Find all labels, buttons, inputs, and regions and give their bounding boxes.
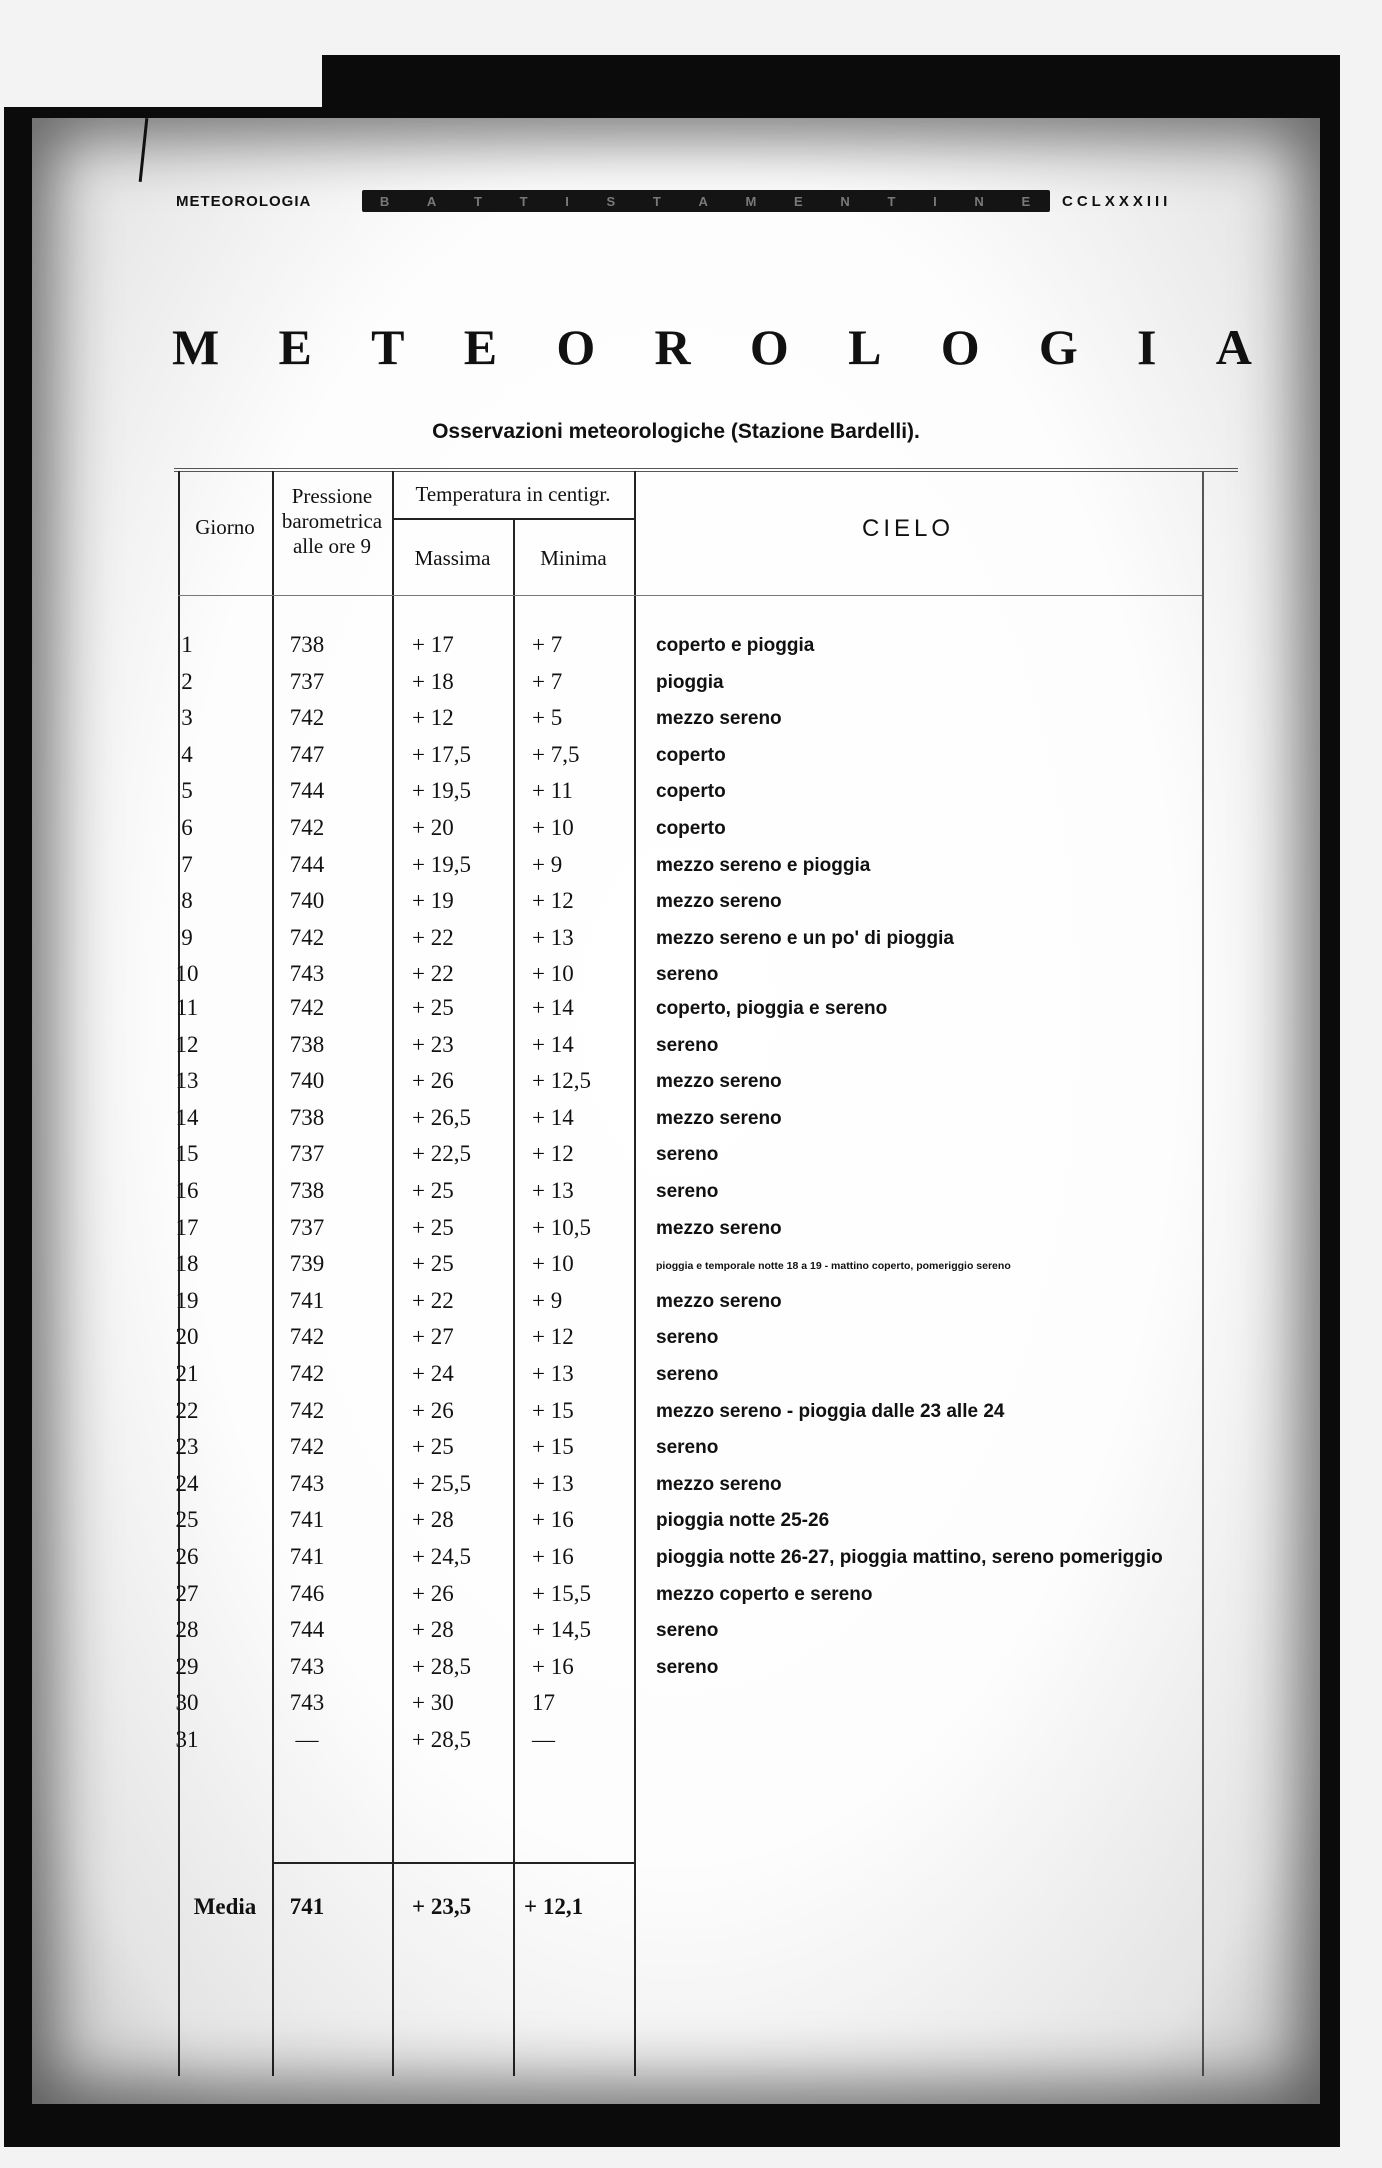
giorno-cell: 5 xyxy=(181,778,193,804)
massima-cell: + 22,5 xyxy=(412,1141,471,1167)
giorno-cell: 4 xyxy=(181,741,193,767)
massima-cell: + 25 xyxy=(412,1178,454,1203)
massima-cell: + 26 xyxy=(412,1397,454,1423)
giorno-cell: 28 xyxy=(175,1617,199,1643)
header-band-letter: M xyxy=(745,193,759,209)
massima-cell: + 27 xyxy=(412,1324,454,1350)
minima-cell: + 15 xyxy=(532,1397,574,1423)
minima-cell: + 11 xyxy=(532,778,573,804)
massima-cell: + 19,5 xyxy=(412,778,471,804)
cielo-cell: pioggia notte 26-27, pioggia mattino, sereno pomeriggio xyxy=(656,1547,1163,1568)
cielo-cell: mezzo coperto e sereno xyxy=(656,1583,873,1605)
massima-cell: + 17 xyxy=(412,632,454,657)
cielo-cell: sereno xyxy=(656,1181,719,1202)
cielo-cell: coperto xyxy=(656,744,726,766)
giorno-cell: 11 xyxy=(175,995,199,1020)
cielo-cell: mezzo sereno xyxy=(656,891,782,913)
media-massima: + 23,5 xyxy=(412,1894,472,1919)
pressione-cell: 738 xyxy=(289,632,325,657)
header-minima: Minima xyxy=(540,546,607,570)
giorno-cell: 10 xyxy=(175,961,199,987)
giorno-cell: 29 xyxy=(175,1653,199,1679)
giorno-cell: 9 xyxy=(181,924,193,950)
table-caption: Osservazioni meteorologiche (Stazione Bardelli). xyxy=(432,420,920,443)
pressione-cell: 746 xyxy=(289,1580,325,1606)
title-letter: T xyxy=(371,319,405,375)
header-pressione-line-3: alle ore 9 xyxy=(292,533,372,558)
header-band-letter: I xyxy=(565,193,571,209)
giorno-cell: 22 xyxy=(175,1397,199,1423)
pressione-cell: 738 xyxy=(289,1104,325,1130)
cielo-cell: sereno xyxy=(656,1656,719,1678)
scan-margin xyxy=(4,55,322,107)
pressione-cell: 742 xyxy=(289,924,325,950)
massima-cell: + 26 xyxy=(412,1068,454,1094)
title-letter: L xyxy=(848,319,882,375)
header-band-letter: S xyxy=(606,193,618,209)
pressione-cell: 747 xyxy=(289,741,325,767)
minima-cell: + 15,5 xyxy=(532,1580,591,1606)
giorno-cell: 21 xyxy=(175,1361,199,1386)
header-pressione-line-2: barometrica xyxy=(281,508,383,533)
massima-cell: + 19 xyxy=(412,888,454,914)
giorno-cell: 20 xyxy=(175,1324,199,1350)
title-letter: O xyxy=(940,319,980,375)
cielo-cell: mezzo sereno xyxy=(656,1217,782,1239)
massima-cell: + 26 xyxy=(412,1580,454,1606)
minima-cell: + 14 xyxy=(532,995,574,1020)
minima-cell: + 12 xyxy=(532,1141,574,1167)
header-band-letter: B xyxy=(379,193,392,209)
cielo-cell: sereno xyxy=(656,964,719,986)
pressione-cell: 738 xyxy=(289,1031,325,1057)
massima-cell: + 22 xyxy=(412,924,454,950)
cielo-cell: mezzo sereno e un po' di pioggia xyxy=(656,927,954,949)
pressione-cell: 739 xyxy=(289,1251,325,1277)
media-pressione: 741 xyxy=(289,1894,325,1919)
header-massima: Massima xyxy=(414,546,491,570)
pressione-cell: 742 xyxy=(289,1361,325,1386)
header-band-letter: N xyxy=(974,193,986,209)
giorno-cell: 7 xyxy=(181,851,193,877)
massima-cell: + 22 xyxy=(412,1287,454,1313)
pressione-cell: 742 xyxy=(289,1434,325,1460)
pressione-cell: 741 xyxy=(289,1544,325,1569)
pressione-cell: 737 xyxy=(289,1141,325,1167)
minima-cell: + 10 xyxy=(532,815,574,840)
massima-cell: + 18 xyxy=(412,668,454,694)
pressione-cell: 743 xyxy=(289,961,325,987)
minima-cell: + 14 xyxy=(532,1104,574,1130)
pressione-cell: 741 xyxy=(289,1507,325,1533)
massima-cell: + 26,5 xyxy=(412,1104,471,1130)
header-band-letter: T xyxy=(887,193,898,209)
cielo-cell: pioggia notte 25-26 xyxy=(656,1510,830,1532)
pressione-cell: 744 xyxy=(289,1617,325,1643)
pressione-cell: 744 xyxy=(289,778,325,804)
cielo-cell: sereno xyxy=(656,1620,719,1642)
header-band-letter: N xyxy=(840,193,852,209)
cielo-cell: coperto xyxy=(656,818,726,839)
cielo-cell: mezzo sereno xyxy=(656,1107,782,1129)
minima-cell: + 13 xyxy=(532,1361,574,1386)
cielo-cell: mezzo sereno xyxy=(656,1071,782,1093)
giorno-cell: 3 xyxy=(181,705,193,731)
cielo-cell: mezzo sereno e pioggia xyxy=(656,854,871,876)
title-letter: G xyxy=(1038,319,1078,375)
minima-cell: — xyxy=(532,1727,555,1752)
title-letter: O xyxy=(556,319,596,375)
title-letter: O xyxy=(749,319,789,375)
pressione-cell: 742 xyxy=(289,705,325,731)
massima-cell: + 24 xyxy=(412,1361,454,1386)
title-letter: I xyxy=(1137,319,1157,375)
pressione-cell: 740 xyxy=(289,888,325,914)
pressione-cell: 737 xyxy=(289,1214,325,1240)
minima-cell: + 12 xyxy=(532,1324,574,1350)
pressione-cell: — xyxy=(295,1727,319,1752)
header-band-letter: A xyxy=(426,193,439,209)
massima-cell: + 23 xyxy=(412,1031,454,1057)
massima-cell: + 20 xyxy=(412,815,454,840)
pressione-cell: 742 xyxy=(289,995,325,1020)
massima-cell: + 25 xyxy=(412,1251,454,1277)
header-band-letter: I xyxy=(933,193,939,209)
header-temperatura: Temperatura in centigr. xyxy=(415,482,611,506)
minima-cell: + 12,5 xyxy=(532,1068,591,1094)
media-minima: + 12,1 xyxy=(524,1894,584,1919)
cielo-cell: pioggia e temporale notte 18 a 19 - mattino coperto, pomeriggio sereno xyxy=(656,1260,1011,1273)
cielo-cell: pioggia xyxy=(656,671,724,693)
giorno-cell: 18 xyxy=(175,1251,199,1277)
massima-cell: + 25 xyxy=(412,1214,454,1240)
minima-cell: + 9 xyxy=(532,1287,563,1313)
minima-cell: + 16 xyxy=(532,1507,574,1533)
giorno-cell: 24 xyxy=(175,1470,199,1496)
cielo-cell: mezzo sereno xyxy=(656,1473,782,1495)
minima-cell: + 12 xyxy=(532,888,574,914)
minima-cell: + 10,5 xyxy=(532,1214,591,1240)
minima-cell: + 13 xyxy=(532,1178,574,1203)
running-header-page-number: CCLXXXIII xyxy=(1062,193,1172,210)
pressione-cell: 742 xyxy=(289,815,325,840)
header-band-letter: A xyxy=(698,193,710,209)
title-letter: E xyxy=(278,319,312,375)
minima-cell: + 10 xyxy=(532,1251,574,1277)
pressione-cell: 740 xyxy=(289,1068,325,1094)
giorno-cell: 31 xyxy=(175,1727,199,1752)
giorno-cell: 16 xyxy=(175,1178,199,1203)
header-giorno: Giorno xyxy=(195,515,255,539)
massima-cell: + 25 xyxy=(412,995,454,1020)
giorno-cell: 30 xyxy=(175,1690,199,1716)
cielo-cell: sereno xyxy=(656,1327,719,1349)
pressione-cell: 743 xyxy=(289,1690,325,1716)
minima-cell: + 7 xyxy=(532,668,563,694)
massima-cell: + 28,5 xyxy=(412,1727,471,1752)
giorno-cell: 23 xyxy=(175,1434,199,1460)
minima-cell: 17 xyxy=(532,1690,555,1716)
pressione-cell: 737 xyxy=(289,668,325,694)
giorno-cell: 13 xyxy=(175,1068,199,1094)
massima-cell: + 17,5 xyxy=(412,741,471,767)
pressione-cell: 742 xyxy=(289,1324,325,1350)
minima-cell: + 14 xyxy=(532,1031,574,1057)
header-band-letter: T xyxy=(652,193,663,209)
media-label: Media xyxy=(193,1894,257,1919)
minima-cell: + 7,5 xyxy=(532,741,580,767)
cielo-cell: sereno xyxy=(656,1144,719,1166)
cielo-cell: mezzo sereno xyxy=(656,1290,782,1312)
header-band-letter: E xyxy=(1021,193,1033,209)
cielo-cell: mezzo sereno - pioggia dalle 23 alle 24 xyxy=(656,1400,1005,1422)
pressione-cell: 743 xyxy=(289,1653,325,1679)
header-cielo: CIELO xyxy=(862,515,955,542)
massima-cell: + 25,5 xyxy=(412,1470,471,1496)
header-band-letter: E xyxy=(794,193,805,209)
minima-cell: + 13 xyxy=(532,1470,574,1496)
minima-cell: + 16 xyxy=(532,1544,574,1569)
header-band-letter: T xyxy=(519,193,530,209)
giorno-cell: 1 xyxy=(181,632,193,657)
giorno-cell: 12 xyxy=(175,1031,199,1057)
minima-cell: + 5 xyxy=(532,705,563,731)
giorno-cell: 2 xyxy=(181,668,193,694)
giorno-cell: 19 xyxy=(175,1287,199,1313)
header-band-letter: T xyxy=(473,193,484,209)
minima-cell: + 15 xyxy=(532,1434,574,1460)
pressione-cell: 741 xyxy=(289,1287,325,1313)
running-header-left: METEOROLOGIA xyxy=(176,193,312,210)
giorno-cell: 15 xyxy=(175,1141,199,1167)
massima-cell: + 25 xyxy=(412,1434,454,1460)
cielo-cell: coperto e pioggia xyxy=(656,635,815,656)
minima-cell: + 7 xyxy=(532,632,563,657)
cielo-cell: mezzo sereno xyxy=(656,708,782,730)
minima-cell: + 10 xyxy=(532,961,574,987)
massima-cell: + 28,5 xyxy=(412,1653,471,1679)
massima-cell: + 28 xyxy=(412,1617,454,1643)
minima-cell: + 16 xyxy=(532,1653,574,1679)
minima-cell: + 9 xyxy=(532,851,563,877)
minima-cell: + 14,5 xyxy=(532,1617,591,1643)
giorno-cell: 25 xyxy=(175,1507,199,1533)
pressione-cell: 742 xyxy=(289,1397,325,1423)
title-letter: A xyxy=(1215,319,1252,375)
cielo-cell: coperto xyxy=(656,781,726,803)
pressione-cell: 744 xyxy=(289,851,325,877)
giorno-cell: 17 xyxy=(175,1214,199,1240)
cielo-cell: sereno xyxy=(656,1364,719,1385)
giorno-cell: 6 xyxy=(181,815,193,840)
massima-cell: + 24,5 xyxy=(412,1544,471,1569)
title-letter: M xyxy=(172,319,220,375)
pressione-cell: 743 xyxy=(289,1470,325,1496)
massima-cell: + 19,5 xyxy=(412,851,471,877)
pressione-cell: 738 xyxy=(289,1178,325,1203)
massima-cell: + 28 xyxy=(412,1507,454,1533)
cielo-cell: coperto, pioggia e sereno xyxy=(656,998,888,1019)
cielo-cell: sereno xyxy=(656,1034,719,1056)
document-page xyxy=(32,118,1320,2104)
massima-cell: + 22 xyxy=(412,961,454,987)
scan-vignette xyxy=(32,118,1320,2104)
massima-cell: + 30 xyxy=(412,1690,454,1716)
giorno-cell: 8 xyxy=(181,888,193,914)
giorno-cell: 26 xyxy=(175,1544,199,1569)
title-letter: E xyxy=(463,319,498,375)
minima-cell: + 13 xyxy=(532,924,574,950)
giorno-cell: 14 xyxy=(175,1104,199,1130)
header-pressione-line-1: Pressione xyxy=(291,484,373,508)
massima-cell: + 12 xyxy=(412,705,454,731)
cielo-cell: sereno xyxy=(656,1437,719,1459)
giorno-cell: 27 xyxy=(175,1580,199,1606)
title-letter: R xyxy=(654,319,691,375)
